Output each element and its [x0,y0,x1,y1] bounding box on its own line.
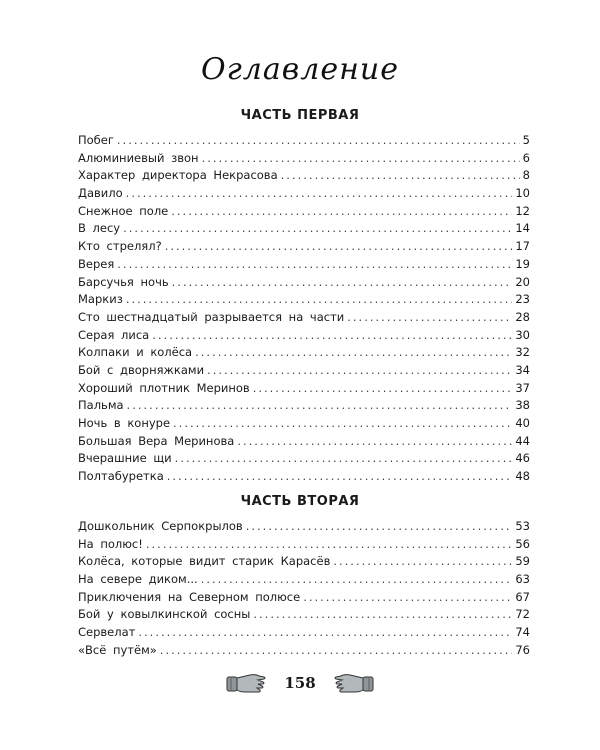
toc-entry-page: 37 [515,380,530,395]
dot-leader [333,553,512,571]
toc-entry-page: 40 [515,416,530,430]
toc-entry [78,397,530,415]
toc-entry [78,203,530,221]
toc-entry-page: 56 [515,536,530,551]
toc-entry-page: 6 [522,150,530,165]
toc-entry-title: Колёса, которые видит старик Карасёв [78,554,331,569]
toc-entry [78,415,530,433]
toc-entry [78,433,530,451]
toc-entry-title: Верея [78,256,115,271]
toc-entry-page: 19 [515,256,530,271]
toc-entry-title: Барсучья ночь [78,274,169,289]
toc-entry-title: Снежное поле [78,203,169,218]
toc-entry [78,327,530,345]
toc-entry-title: Колпаки и колёса [78,345,193,360]
toc-entry [78,571,530,589]
toc-entry [78,344,530,362]
toc-entry-page: 59 [515,554,530,569]
part-two-heading: ЧАСТЬ ВТОРАЯ [240,494,360,509]
toc-entry-page: 63 [515,572,530,587]
toc-entry-page: 72 [515,607,530,622]
toc-entry-page: 12 [515,203,530,218]
dot-leader [138,624,512,642]
toc-entry-page: 8 [522,168,530,183]
toc-entry-page: 5 [522,133,530,147]
dot-leader [172,274,513,292]
dot-leader [117,256,512,274]
toc-entry-page: 14 [515,221,530,236]
toc-entry [78,362,530,380]
toc-entry [78,624,530,642]
dot-leader [253,380,513,398]
toc-entry-title: На севере диком... [78,572,198,587]
toc-entry [78,185,530,203]
dot-leader [237,433,512,451]
toc-entry-title: Приключения на Северном полюсе [78,589,301,604]
dot-leader [207,362,512,380]
dot-leader [126,185,513,203]
toc-entry [78,606,530,624]
dot-leader [175,450,513,468]
toc-entry-page: 76 [515,642,530,657]
dot-leader [347,309,512,327]
toc-entry-title: Бой с дворняжками [78,362,205,377]
dot-leader [165,238,513,256]
dot-leader [152,327,512,345]
toc-entry [78,589,530,607]
toc-entry-title: Сервелат [78,625,136,640]
toc-entry-title: Дошкольник Серпокрылов [78,519,243,533]
dot-leader [160,642,513,660]
page-footer [0,668,600,698]
dot-leader [146,536,512,554]
toc-entry [78,380,530,398]
toc-entry-title: Алюминиевый звон [78,150,199,165]
dot-leader [202,150,520,168]
dot-leader [123,220,512,238]
toc-entry-title: Большая Вера Меринова [78,433,235,448]
dot-leader [201,571,513,589]
dot-leader [195,344,512,362]
toc-entry-page: 17 [515,239,530,254]
dot-leader [167,468,513,486]
page-title: Оглавление [201,52,399,87]
toc-entry-title: Характер директора Некрасова [78,168,278,183]
toc-entry-page: 28 [515,309,530,324]
toc-entry-page: 74 [515,625,530,640]
toc-entry [78,238,530,256]
toc-entry-title: Бой у ковылкинской сосны [78,607,251,622]
toc-entry-title: Кто стрелял? [78,239,162,254]
toc-part-two [78,518,530,660]
toc-entry [78,450,530,468]
toc-entry [78,256,530,274]
mitten-right-icon [334,668,374,698]
toc-part-one [78,132,530,486]
toc-entry-page: 23 [515,292,530,307]
toc-entry [78,468,530,486]
toc-entry [78,518,530,536]
toc-entry-title: Серая лиса [78,327,150,342]
toc-entry [78,150,530,168]
toc-entry-page: 67 [515,589,530,604]
toc-entry [78,132,530,150]
dot-leader [127,397,513,415]
toc-entry-page: 30 [515,327,530,342]
toc-entry-title: Сто шестнадцатый разрывается на части [78,309,345,324]
toc-entry-page: 48 [515,469,530,484]
toc-entry-page: 53 [515,519,530,533]
toc-entry-title: На полюс! [78,536,143,551]
toc-entry-title: Давило [78,186,123,201]
toc-entry-page: 44 [515,433,530,448]
toc-entry [78,274,530,292]
toc-entry-page: 38 [515,398,530,413]
toc-entry-title: Маркиз [78,292,123,307]
toc-entry-title: Побег [78,133,114,147]
dot-leader [126,291,513,309]
page-number: 158 [284,674,316,692]
toc-entry [78,291,530,309]
part-one-heading: ЧАСТЬ ПЕРВАЯ [240,108,360,123]
toc-entry [78,309,530,327]
dot-leader [253,606,512,624]
dot-leader [303,589,512,607]
toc-entry-page: 46 [515,451,530,466]
dot-leader [171,203,512,221]
mitten-left-icon [226,668,266,698]
toc-entry [78,167,530,185]
toc-entry [78,553,530,571]
toc-entry-title: Ночь в конуре [78,416,171,430]
toc-entry-page: 20 [515,274,530,289]
toc-entry-title: Хороший плотник Меринов [78,380,250,395]
toc-entry-page: 34 [515,362,530,377]
toc-entry-page: 32 [515,345,530,360]
dot-leader [246,518,513,536]
dot-leader [173,415,512,433]
toc-entry [78,220,530,238]
toc-entry-title: Вчерашние щи [78,451,172,466]
dot-leader [117,132,520,150]
toc-entry-title: В лесу [78,221,121,236]
toc-entry [78,536,530,554]
toc-entry-title: Полтабуретка [78,469,164,484]
dot-leader [281,167,520,185]
toc-entry [78,642,530,660]
toc-entry-title: Пальма [78,398,124,413]
toc-entry-page: 10 [515,186,530,201]
toc-entry-title: «Всё путём» [78,642,157,657]
